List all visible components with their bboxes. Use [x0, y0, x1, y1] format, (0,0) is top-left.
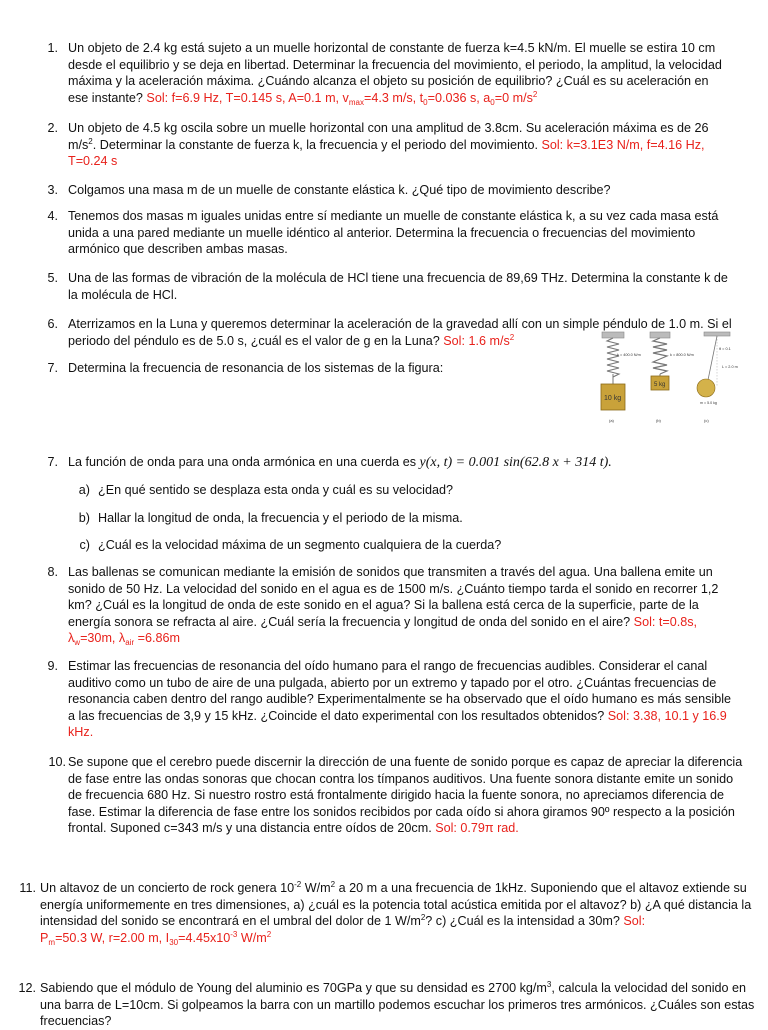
- problem-text: Se supone que el cerebro puede discernir la dirección de una fuente de sonido porque es capaz de apreciar la diferencia de fase entre las ondas sonoras que chocan contra los tímpanos auditivos. Una fuente sonora distante emite un sonido de frecuencia 680 Hz. Si nuestro rostro está frontalmente dirigido hacia la fuente sonora, no apreciamos diferencia de fase. Estimar la diferencia de fase entre los sonidos recibidos por cada oído si ahora giramos 90º respecto a la posición frontal. Suponed c=343 m/s y una distancia entre oídos de 20cm. Sol: 0.79π rad.: [68, 755, 743, 836]
- wave-equation: y(x, t) = 0.001 sin(62.8 x + 314 t).: [419, 455, 612, 470]
- sub-letter: b): [78, 511, 90, 525]
- problem-text: Colgamos una masa m de un muelle de constante elástica k. ¿Qué tipo de movimiento describe?: [68, 183, 611, 197]
- problem-number: 5.: [47, 271, 58, 285]
- problem-text: Estimar las frecuencias de resonancia del oído humano para el rango de frecuencias audibles. Considerar el canal auditivo como un tubo de aire de una pulgada, abierto por un extremo y tapado por el otro. ¿Cuántas frecuencias de resonancia caben dentro del rango audible? Experimentalmente se ha observado que el oído humano es más sensible a las frecuencias de 3,9 y 15 kHz. ¿Coincide el dato experimental con los resultados obtenidos? Sol: 3.38, 10.1 y 16.9 kHz.: [68, 659, 732, 740]
- problem-text: Un objeto de 4.5 kg oscila sobre un muelle horizontal con una amplitud de 3.8cm. Su aceleración máxima es de 26 $m/s^2$. Determinar la constante de fuerza k, la frecuencia y el periodo del movimiento. Sol: k=3.1E3 N/m, f=4.16 Hz, T=0.24 s: [68, 121, 709, 169]
- problem-number: 3.: [47, 183, 58, 197]
- problem-text: Un altavoz de un concierto de rock genera $10^{-2}$ $W/m^2$ a 20 m a una frecuencia de 1kHz. Suponiendo que el altavoz extiende su energía uniformemente en tres dimensiones, a) ¿cuál es la potencia total acústica emitida por el altavoz? b) ¿A qué distancia la intensidad del sonido se encontrará en el umbral del dolor de 1 $W/m^2$? c) ¿Cuál es la intensidad a 30m? Sol: $P_m=50.3$ W, r=2.00 m, $I_{30}=4.45x10^{-3}$ $W/m^2$: [40, 880, 752, 947]
- problem-number: 1.: [47, 41, 58, 55]
- solution: Sol: t=0.8s, $\lambda_w=30m$, $\lambda_{air} =6.86m$: [68, 614, 698, 648]
- problem-number: 11.: [19, 881, 36, 895]
- theta-label: θ = 0.1: [719, 347, 731, 351]
- spring-systems-figure: [592, 330, 742, 426]
- mass-b-label: 5 kg: [654, 382, 666, 388]
- length-label: L = 2.0 m: [722, 365, 738, 369]
- solution: Sol: k=3.1E3 N/m, f=4.16 Hz, T=0.24 s: [68, 137, 705, 169]
- sub-text: ¿En qué sentido se desplaza esta onda y cuál es su velocidad?: [98, 483, 453, 497]
- solution: Sol: 0.79π rad.: [435, 821, 519, 836]
- mass-a-label: 10 kg: [604, 395, 622, 402]
- sub-letter: a): [78, 483, 90, 497]
- solution: Sol: f=6.9 Hz, T=0.145 s, A=0.1 m, $v_{max}=4.3$ m/s, $t_0=0.036$ s, $a_0=0$ $m/s^2$: [146, 89, 538, 107]
- label-a: (a): [609, 418, 614, 423]
- problem-number: 4.: [47, 209, 58, 223]
- k-a-label: k = 400.0 N/m: [617, 353, 641, 357]
- sub-text: Hallar la longitud de onda, la frecuencia y el periodo de la misma.: [98, 511, 463, 525]
- sub-letter: c): [79, 538, 90, 552]
- problem-number: 2.: [47, 121, 58, 135]
- problem-number: 8.: [47, 565, 58, 579]
- label-c: (c): [704, 418, 709, 423]
- k-b-label: k = 800.0 N/m: [670, 353, 694, 357]
- mass-c-label: m = 5.0 kg: [700, 401, 717, 405]
- spring-systems-drawing: [592, 330, 742, 426]
- problem-text: Un objeto de 2.4 kg está sujeto a un muelle horizontal de constante de fuerza k=4.5 kN/m. El muelle se estira 10 cm desde el equilibrio y se deja en libertad. Determinar la frecuencia del movimiento, el periodo, la amplitud, la velocidad máxima y la aceleración máxima. ¿Cuándo alcanza el objeto su posición de equilibrio? ¿Cuál es su aceleración en ese instante? Sol: f=6.9 Hz, T=0.145 s, A=0.1 m, $v_{max}=4.3$ m/s, $t_0=0.036$ s, $a_0=0$ $m/s^2$: [68, 41, 722, 107]
- problem-number: 7.: [47, 361, 58, 375]
- sub-text: ¿Cuál es la velocidad máxima de un segmento cualquiera de la cuerda?: [98, 538, 502, 552]
- problem-number: 7.: [47, 455, 58, 469]
- problem-number: 9.: [47, 659, 58, 673]
- problem-text: Determina la frecuencia de resonancia de los sistemas de la figura:: [68, 361, 444, 375]
- solution: Sol: 3.38, 10.1 y 16.9 kHz.: [68, 708, 727, 740]
- problem-number: 6.: [47, 317, 58, 331]
- solution: Sol: 1.6 $m/s^2$: [443, 332, 515, 348]
- problem-text: La función de onda para una onda armónica en una cuerda es y(x, t) = 0.001 sin(62.8 x + 314 t).: [68, 455, 612, 470]
- problem-text: Las ballenas se comunican mediante la emisión de sonidos que transmiten a través del agua. Una ballena emite un sonido de 50 Hz. La velocidad del sonido en el agua es de 1500 m/s. ¿Cuánto tiempo tarda el sonido en recorrer 1,2 km? ¿Cuál es la longitud de onda de este sonido en el agua? Si la ballena está cerca de la superficie, parte de la energía sonora se refracta al aire. ¿Cuál sería la frecuencia y longitud de onda del sonido en el aire? Sol: t=0.8s, $\lambda_w=30m$, $\lambda_{air} =6.86m$: [68, 565, 719, 648]
- problem-text: Sabiendo que el módulo de Young del aluminio es 70GPa y que su densidad es 2700 $kg/m^3$, calcula la velocidad del sonido en una barra de L=10cm. Si golpeamos la barra con un martillo podemos escuchar los primeros tres armónicos. ¿Cuáles son estas frecuencias?: [40, 980, 755, 1029]
- label-b: (b): [656, 418, 661, 423]
- problem-number: 10.: [48, 755, 66, 769]
- solution: Sol: $P_m=50.3$ W, r=2.00 m, $I_{30}=4.45x10^{-3}$ $W/m^2$: [40, 914, 646, 947]
- problem-text: Una de las formas de vibración de la molécula de HCl tiene una frecuencia de 89,69 THz. Determina la constante k de la molécula de HCl.: [68, 271, 728, 302]
- problem-text: Aterrizamos en la Luna y queremos determinar la aceleración de la gravedad allí con un simple péndulo de 1.0 m. Si el periodo del péndulo es de 5.0 s, ¿cuál es el valor de g en la Luna? Sol: 1.6 $m/s^2$: [68, 317, 732, 348]
- problem-text: Tenemos dos masas m iguales unidas entre sí mediante un muelle de constante elástica k, a su vez cada masa está unida a una pared mediante un muelle idéntico al anterior. Determina la frecuencia o frecuencias del movimiento armónico que describen ambas masas.: [68, 209, 719, 257]
- problem-number: 12.: [18, 981, 36, 995]
